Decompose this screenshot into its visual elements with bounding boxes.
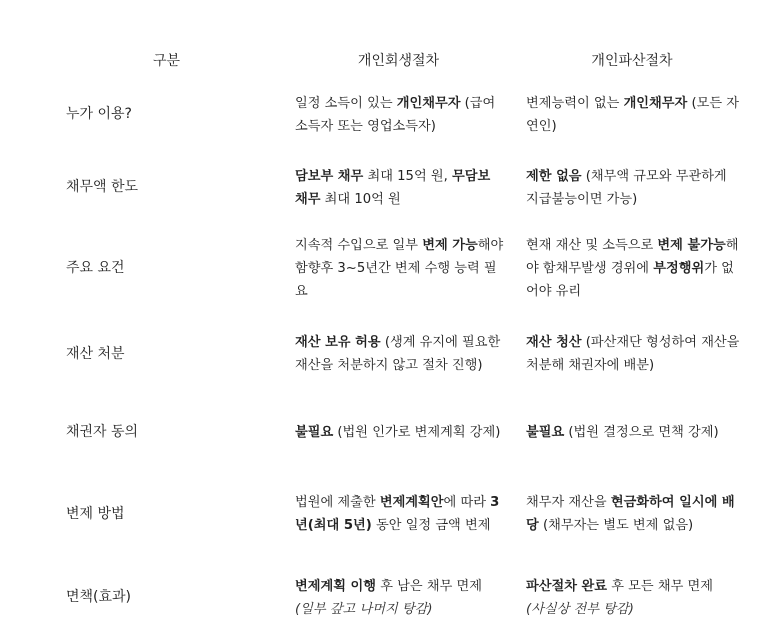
cell-text: (급여소득자 또는 영업소득자) [295,95,496,134]
bankruptcy-cell [514,226,750,311]
cell-text: 동안 일정 금액 변제 [371,518,491,533]
cell-bold-text: 파산절차 완료 [526,578,608,594]
cell-text: 변제능력이 없는 [526,95,624,111]
cell-text: 현재 재산 및 소득으로 [526,238,658,253]
cell-text: 채무자 재산을 [526,495,611,510]
row-label: 변제 방법 [66,505,125,522]
cell-text: (모든 자연인) [526,95,740,134]
cell-text: 법원에 제출한 [295,495,380,510]
bankruptcy-cell [514,311,750,397]
cell-bold-text: 무담보 채무 [295,168,491,207]
cell-text: (생계 유지에 필요한 재산을 처분하지 않고 절차 진행) [295,335,501,373]
cell-bold-text: 변제계획안 [379,495,444,510]
bankruptcy-cell [514,561,750,634]
cell-bold-text: 개인채무자 [396,95,461,111]
table-header-row [50,40,750,80]
cell-text: (파산재단 형성하여 재산을 처분해 채권자에 배분) [526,335,740,373]
row-label: 면책(효과) [66,589,132,605]
cell-text: 최대 15억 원, [363,168,452,184]
cell-text: (법원 인가로 변제계획 강제) [333,424,501,440]
cell-bold-text: 현금화하여 일시에 배당 [526,495,735,533]
cell-text: 일정 소득이 있는 [295,95,397,111]
rehabilitation-cell [283,467,514,561]
cell-text: 에 따라 [443,495,491,510]
cell-bold-text: 불필요 [295,424,334,440]
cell-note: (사실상 전부 탕감) [526,601,634,617]
table-row [50,149,750,226]
comparison-table [50,40,750,634]
cell-text: 최대 10억 원 [320,191,401,207]
cell-bold-text: 담보부 채무 [295,168,364,184]
rehabilitation-cell [283,80,514,149]
cell-bold-text: 변제 가능 [422,238,478,253]
row-label: 채권자 동의 [66,423,139,440]
bankruptcy-cell [514,397,750,467]
cell-bold-text: 변제계획 이행 [295,578,377,594]
row-label: 재산 처분 [66,345,125,362]
cell-bold-text: 개인채무자 [623,95,688,111]
cell-bold-text: 제한 없음 [526,168,582,184]
table-row [50,311,750,397]
cell-bold-text: 부정행위 [653,261,705,276]
table-row [50,467,750,561]
cell-bold-text: 변제 불가능 [657,238,726,253]
cell-bold-text: 재산 청산 [526,335,582,350]
cell-bold-text: 3년(최대 5년) [295,495,500,533]
cell-note: (일부 갚고 나머지 탕감) [295,601,433,617]
rehabilitation-cell [283,149,514,226]
table-row [50,226,750,311]
cell-text: 지속적 수입으로 일부 [295,238,423,253]
table-row [50,561,750,634]
cell-text: (채무액 규모와 무관하게 지급불능이면 가능) [526,168,727,207]
cell-text: 가 없어야 유리 [526,261,734,299]
row-label: 주요 요건 [66,260,125,276]
header-bankruptcy: 개인파산절차 [591,53,673,69]
header-category: 구분 [152,53,181,69]
cell-text: 후 남은 채무 면제 [376,578,482,594]
table-row [50,397,750,467]
bankruptcy-cell [514,80,750,149]
cell-text: 후 모든 채무 면제 [607,578,713,594]
header-rehabilitation: 개인회생절차 [357,53,440,69]
rehabilitation-cell [283,397,514,467]
cell-text: 해야 함채무발생 경위에 [526,238,739,276]
bankruptcy-cell [514,149,750,226]
table-row [50,80,750,149]
cell-bold-text: 재산 보유 허용 [295,335,381,350]
cell-text: (채무자는 별도 변제 없음) [538,518,694,533]
cell-text: (법원 결정으로 면책 강제) [564,424,719,440]
rehabilitation-cell [283,311,514,397]
bankruptcy-cell [514,467,750,561]
row-label: 누가 이용? [66,106,132,122]
cell-bold-text: 불필요 [526,424,565,440]
rehabilitation-cell [283,561,514,634]
rehabilitation-cell [283,226,514,311]
row-label: 채무액 한도 [66,179,139,195]
cell-text: 해야 함향후 3~5년간 변제 수행 능력 필요 [295,238,504,299]
